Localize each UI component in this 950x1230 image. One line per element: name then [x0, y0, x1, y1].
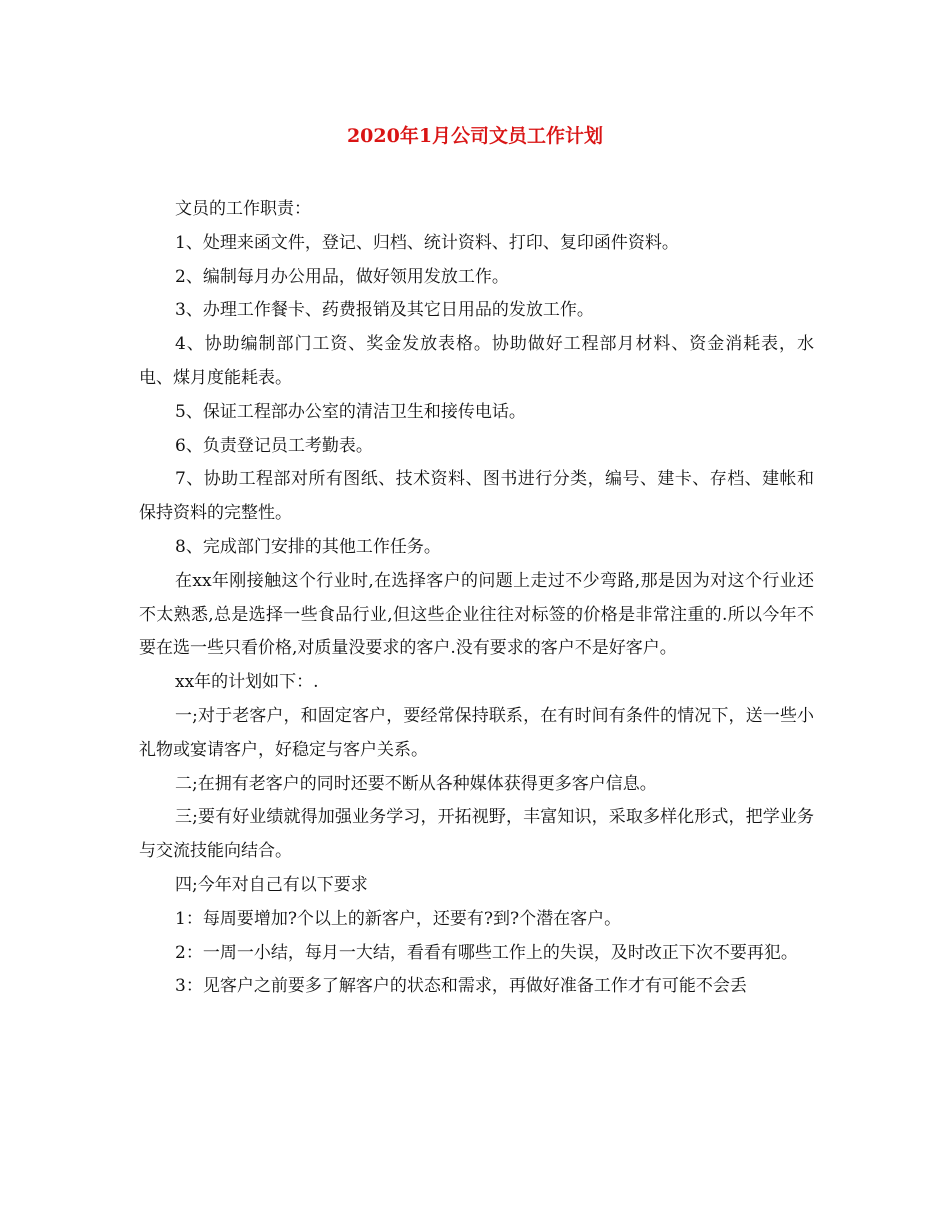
- paragraph: 8、完成部门安排的其他工作任务。: [175, 536, 441, 557]
- paragraph: 一;对于老客户，和固定客户，要经常保持联系，在有时间有条件的情况下，送一些小礼物或宴请客户，好稳定与客户关系。: [139, 705, 814, 760]
- paragraph: 三;要有好业绩就得加强业务学习，开拓视野，丰富知识，采取多样化形式，把学业务与交流技能向结合。: [139, 807, 814, 862]
- paragraph: 在xx年刚接触这个行业时,在选择客户的问题上走过不少弯路,那是因为对这个行业还不太熟悉,总是选择一些食品行业,但这些企业往往对标签的价格是非常注重的.所以今年不要在选一些只看价格,对质量没要求的客户.没有要求的客户不是好客户。: [139, 570, 814, 659]
- paragraph: 4、协助编制部门工资、奖金发放表格。协助做好工程部月材料、资金消耗表，水电、煤月度能耗表。: [139, 334, 814, 388]
- paragraph: 文员的工作职责：: [175, 199, 311, 219]
- paragraph: 二;在拥有老客户的同时还要不断从各种媒体获得更多客户信息。: [175, 773, 657, 794]
- document-body: [139, 193, 814, 1004]
- paragraph: 2：一周一小结，每月一大结，看看有哪些工作上的失误，及时改正下次不要再犯。: [175, 942, 798, 963]
- paragraph: 3：见客户之前要多了解客户的状态和需求，再做好准备工作才有可能不会丢: [175, 976, 747, 997]
- paragraph: xx年的计划如下：.: [175, 672, 319, 693]
- document-title: 2020年1月公司文员工作计划: [346, 125, 604, 147]
- paragraph: 3、办理工作餐卡、药费报销及其它日用品的发放工作。: [175, 300, 594, 321]
- paragraph: 四;今年对自己有以下要求: [175, 874, 368, 895]
- paragraph: 1：每周要增加?个以上的新客户，还要有?到?个潜在客户。: [175, 908, 622, 929]
- paragraph: 5、保证工程部办公室的清洁卫生和接传电话。: [175, 401, 526, 422]
- paragraph: 2、编制每月办公用品，做好领用发放工作。: [175, 266, 509, 287]
- paragraph: 6、负责登记员工考勤表。: [175, 435, 373, 456]
- paragraph: 7、协助工程部对所有图纸、技术资料、图书进行分类，编号、建卡、存档、建帐和保持资料的完整性。: [139, 469, 814, 524]
- paragraph: 1、处理来函文件，登记、归档、统计资料、打印、复印函件资料。: [175, 232, 679, 253]
